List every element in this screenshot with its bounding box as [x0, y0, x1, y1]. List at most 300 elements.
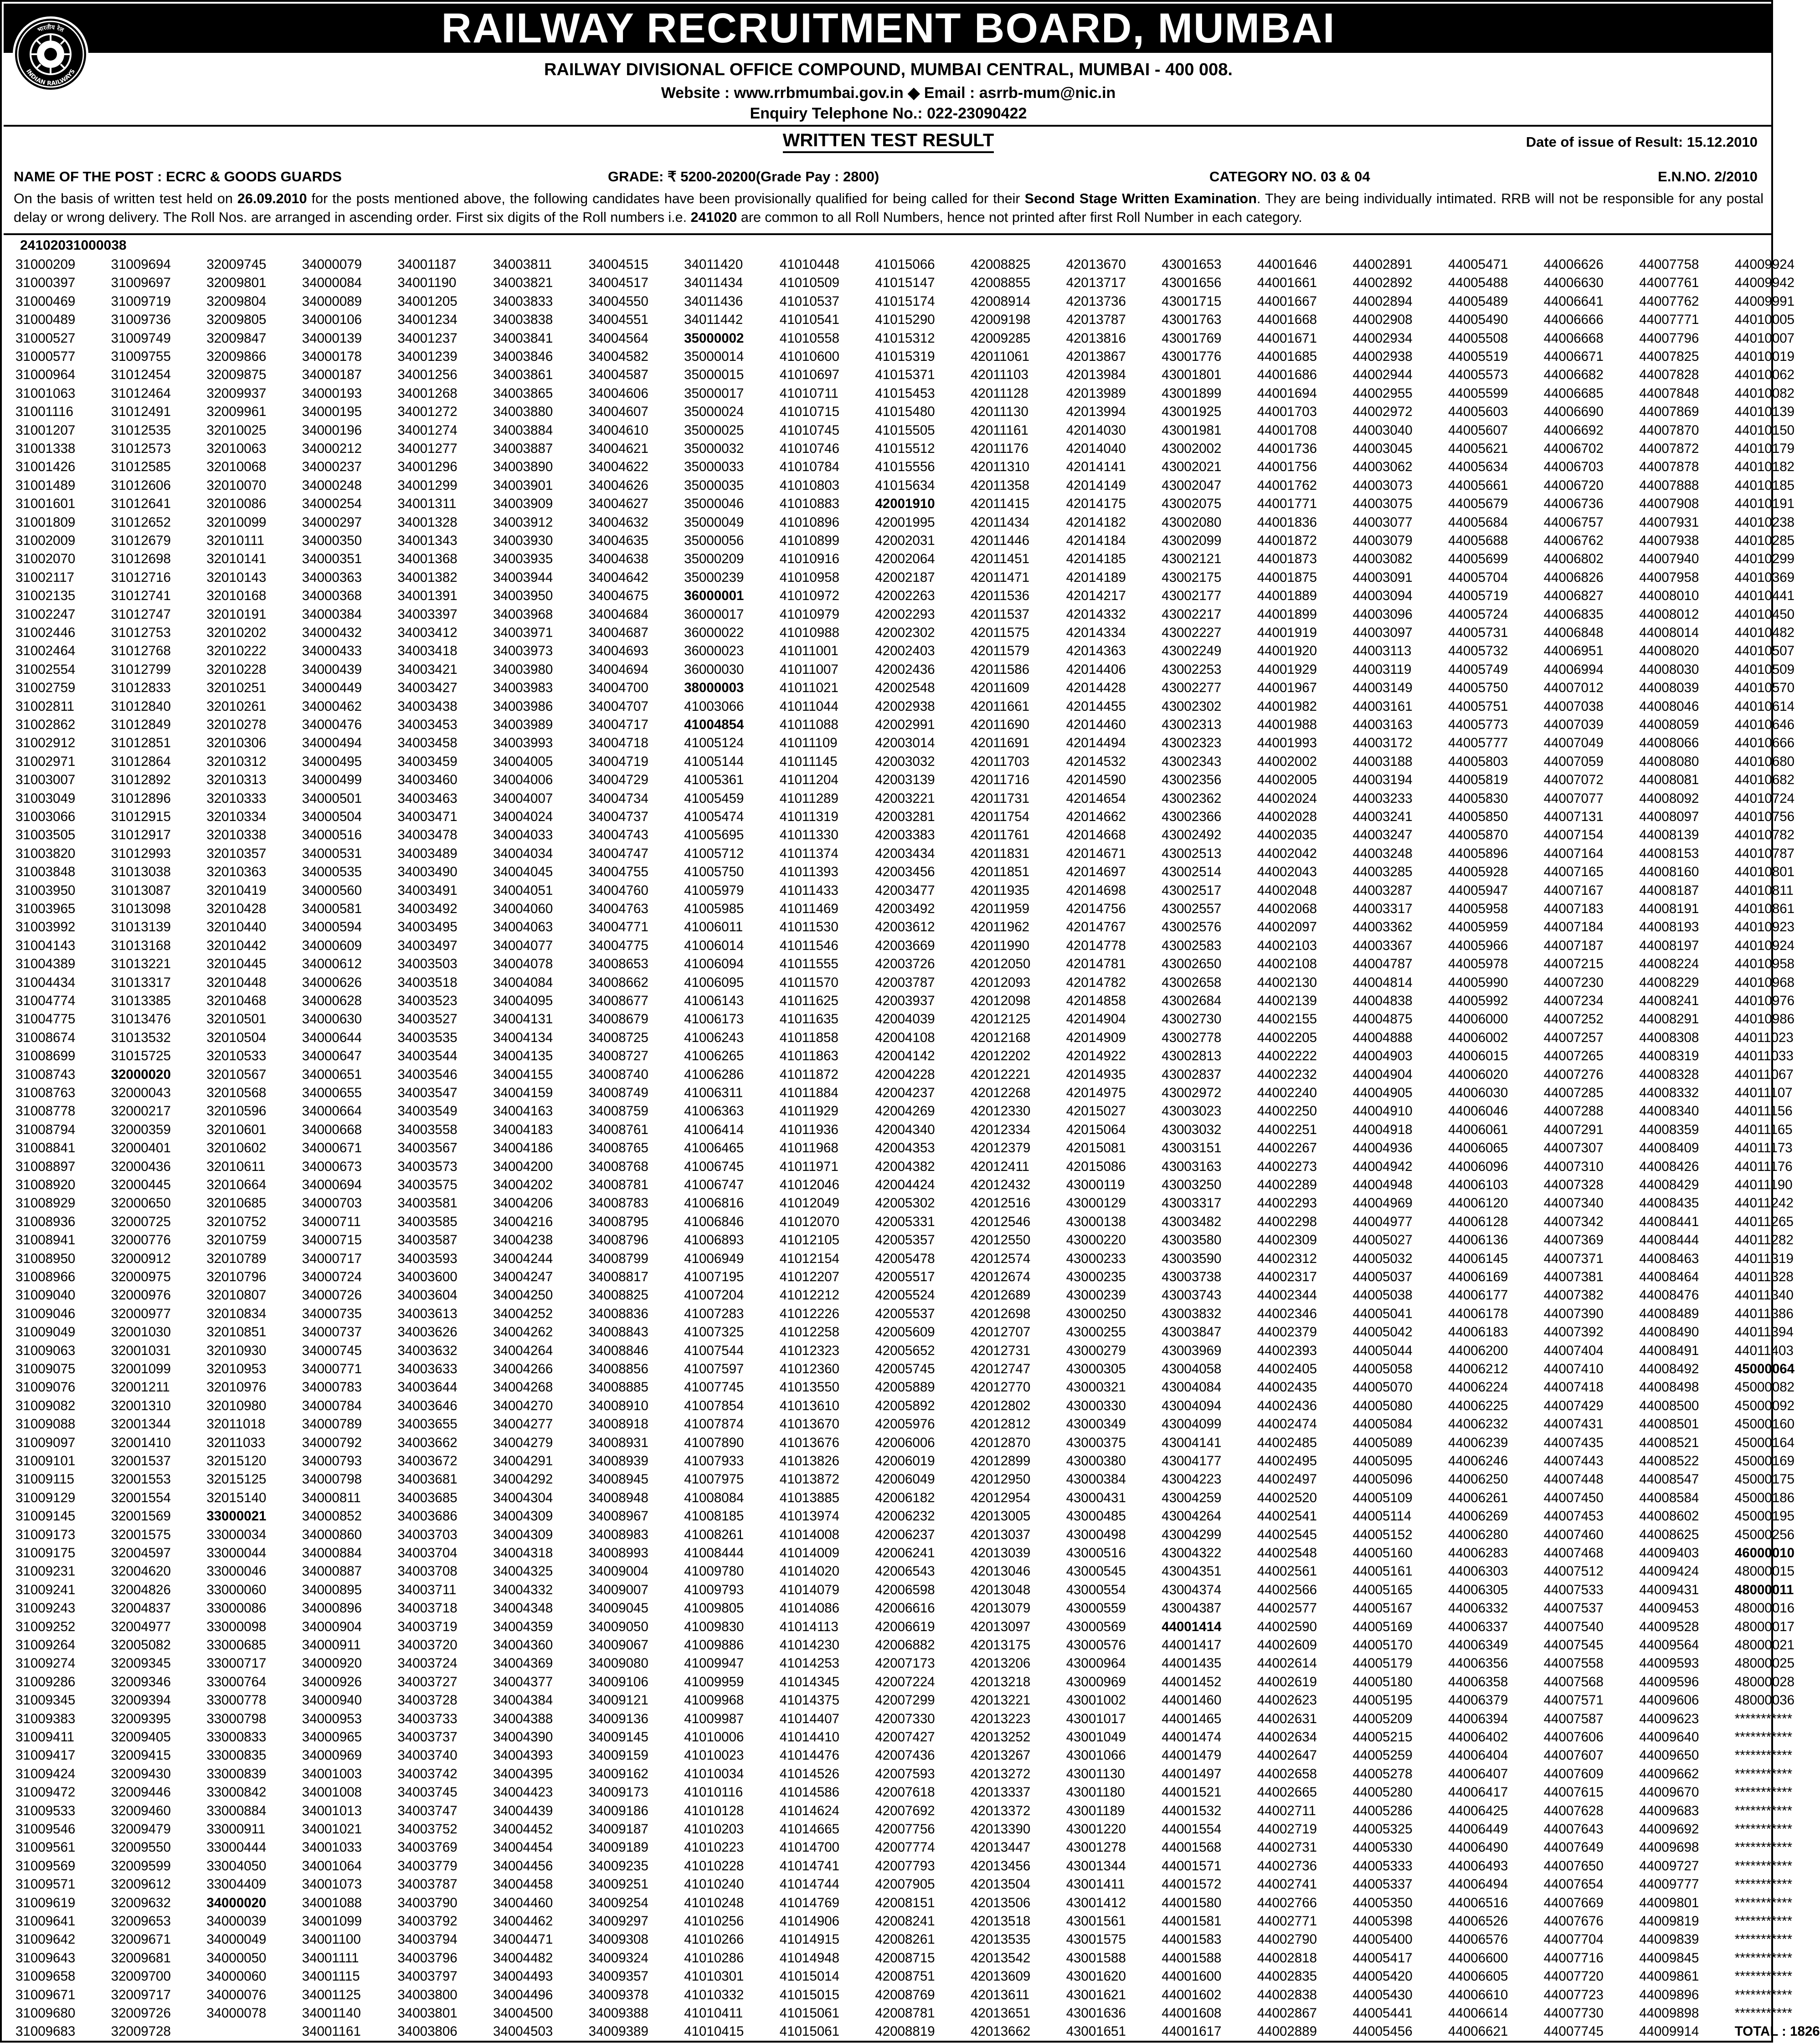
roll-number: 32010442 [206, 938, 267, 953]
roll-number: 43001715 [1162, 293, 1222, 309]
roll-number: 42005537 [875, 1306, 935, 1321]
roll-number: 34003865 [493, 385, 553, 401]
roll-number: 42014781 [1066, 956, 1126, 972]
roll-number: 33000717 [206, 1656, 267, 1671]
roll-number: 43001588 [1066, 1950, 1126, 1966]
roll-number: 31009383 [15, 1711, 76, 1726]
roll-number: 41006893 [684, 1232, 744, 1248]
roll-number: 31013532 [111, 1030, 171, 1045]
roll-number: 44006177 [1448, 1288, 1508, 1303]
roll-number: 44008066 [1639, 735, 1699, 751]
roll-number: 44001668 [1257, 312, 1317, 328]
roll-number: 44002634 [1257, 1730, 1317, 1745]
roll-number: 44006526 [1448, 1914, 1508, 1929]
roll-number: 41011530 [779, 919, 838, 935]
roll-number: 34003438 [397, 698, 458, 714]
roll-number: 34004684 [588, 606, 648, 622]
roll-number: 42012411 [971, 1159, 1030, 1174]
roll-number: 44009593 [1639, 1656, 1699, 1671]
roll-number: 31009088 [15, 1417, 76, 1432]
roll-number: 44006848 [1543, 625, 1604, 640]
roll-number: 44003188 [1352, 754, 1413, 769]
roll-number: 34003973 [493, 643, 553, 659]
roll-number: 31009472 [15, 1785, 76, 1800]
roll-number: 34000793 [302, 1453, 362, 1468]
roll-number: 31009345 [15, 1693, 76, 1708]
roll-number: 41006745 [684, 1159, 744, 1174]
roll-number: 41011863 [779, 1048, 838, 1064]
exam-stage: Second Stage Written Examination [1024, 191, 1257, 206]
roll-number: 31000209 [15, 257, 76, 272]
roll-number: 44001771 [1257, 496, 1317, 512]
roll-number: 34009050 [588, 1619, 648, 1634]
roll-number: 34004500 [493, 2006, 553, 2021]
roll-number: 42002938 [875, 698, 935, 714]
roll-number: 35000032 [684, 441, 744, 456]
roll-number: 44005688 [1448, 533, 1508, 548]
roll-number: 43002021 [1162, 459, 1222, 475]
roll-number: 44007762 [1639, 293, 1699, 309]
roll-number: 42008769 [875, 1987, 935, 2002]
roll-number: 34000351 [302, 551, 362, 567]
roll-number: 44006682 [1543, 367, 1604, 383]
roll-number: 34009187 [588, 1822, 648, 1837]
roll-number: 34003841 [493, 330, 553, 346]
roll-number: 42007299 [875, 1693, 935, 1708]
roll-number: 33000798 [206, 1711, 267, 1726]
roll-number: 44005044 [1352, 1343, 1413, 1358]
roll-number: 34000771 [302, 1361, 362, 1376]
roll-number: 41014407 [779, 1711, 840, 1726]
roll-number: 34004493 [493, 1969, 553, 1984]
roll-number: 41014906 [779, 1914, 840, 1929]
roll-number: 42013816 [1066, 330, 1126, 346]
roll-number: 34004005 [493, 754, 553, 769]
roll-number: 42013787 [1066, 312, 1126, 328]
roll-number: 42014909 [1066, 1030, 1126, 1045]
roll-number: 44005330 [1352, 1840, 1413, 1855]
roll-number: 42004142 [875, 1048, 935, 1064]
roll-number: 34001003 [302, 1766, 362, 1781]
roll-number: 42003669 [875, 938, 935, 953]
roll-number: 41012226 [779, 1306, 840, 1321]
roll-number: 43002576 [1162, 919, 1222, 935]
roll-number: 44007828 [1639, 367, 1699, 383]
roll-number: 34004638 [588, 551, 648, 567]
roll-number: 43001220 [1066, 1822, 1126, 1837]
roll-number: 31012454 [111, 367, 171, 383]
roll-number: 43001561 [1066, 1914, 1126, 1929]
roll-number: 41004854 [684, 717, 744, 732]
roll-number: 44002658 [1257, 1766, 1317, 1781]
roll-number: 44011282 [1734, 1232, 1794, 1248]
roll-number: 44001479 [1162, 1748, 1222, 1763]
roll-number: 34004159 [493, 1085, 553, 1100]
roll-number: 32000359 [111, 1122, 171, 1137]
roll-number: 31002135 [15, 588, 76, 604]
roll-number: 32010068 [206, 459, 267, 475]
roll-number: 44001762 [1257, 477, 1317, 493]
roll-number: 34009308 [588, 1932, 648, 1947]
roll-number: 34003478 [397, 827, 458, 843]
roll-number: 44004977 [1352, 1214, 1413, 1229]
roll-number: 43000233 [1066, 1251, 1126, 1266]
roll-number: 34003790 [397, 1895, 458, 1910]
roll-number: 41005361 [684, 772, 744, 788]
roll-number: 35000035 [684, 477, 744, 493]
roll-number: 31012851 [111, 735, 171, 751]
roll-number: 42012050 [971, 956, 1031, 972]
roll-number: 44006685 [1543, 385, 1604, 401]
roll-number: 32010312 [206, 754, 267, 769]
roll-number: 31009231 [15, 1564, 76, 1579]
roll-number: 34000651 [302, 1067, 362, 1082]
roll-number: 41014230 [779, 1637, 840, 1653]
roll-number: 34000953 [302, 1711, 362, 1726]
roll-number: 41012046 [779, 1177, 840, 1192]
roll-number: 48000017 [1734, 1619, 1795, 1634]
roll-number: 31012698 [111, 551, 171, 567]
roll-number: 34003944 [493, 570, 553, 585]
roll-number: 43003832 [1162, 1306, 1222, 1321]
roll-number: 31012915 [111, 809, 171, 824]
roll-number: 42013736 [1066, 293, 1126, 309]
roll-number: 44005209 [1352, 1711, 1413, 1726]
roll-number: 44007392 [1543, 1324, 1604, 1340]
roll-number: 41014345 [779, 1674, 840, 1689]
roll-number: 41010128 [684, 1803, 744, 1818]
roll-number: 34001256 [397, 367, 458, 383]
roll-number: 44007870 [1639, 422, 1699, 438]
roll-number: 44005966 [1448, 938, 1508, 953]
employment-notice-number: E.N.NO. 2/2010 [1658, 169, 1758, 185]
roll-number: 32010168 [206, 588, 267, 604]
roll-number: 34004309 [493, 1509, 553, 1524]
roll-number: 44007704 [1543, 1932, 1604, 1947]
roll-number: 44004814 [1352, 975, 1413, 990]
roll-number: 34000196 [302, 422, 362, 438]
roll-number: 44007540 [1543, 1619, 1604, 1634]
roll-number: 32000725 [111, 1214, 171, 1229]
roll-number: 44005165 [1352, 1582, 1413, 1597]
roll-number: 34004360 [493, 1637, 553, 1653]
roll-number: 33000046 [206, 1564, 267, 1579]
roll-number: 42004353 [875, 1140, 935, 1156]
roll-number: 31002446 [15, 625, 76, 640]
roll-number: 34003752 [397, 1822, 458, 1837]
roll-number: 44010787 [1734, 846, 1795, 861]
roll-number: 31009115 [15, 1472, 75, 1487]
roll-number: 41011625 [779, 993, 838, 1008]
roll-number: 41011546 [779, 938, 838, 953]
roll-number: 34000433 [302, 643, 362, 659]
roll-number: 34003727 [397, 1674, 458, 1689]
roll-number: 42013175 [971, 1637, 1031, 1653]
roll-number: 44003119 [1352, 662, 1412, 677]
roll-number: 42013717 [1066, 275, 1126, 291]
roll-number: 44005750 [1448, 680, 1508, 696]
roll-number: 41010240 [684, 1877, 744, 1892]
roll-number: 32010448 [206, 975, 267, 990]
roll-number: 44001982 [1257, 698, 1317, 714]
roll-number: 31004434 [15, 975, 76, 990]
roll-number: 48000025 [1734, 1656, 1795, 1671]
roll-number: 41011145 [779, 754, 838, 769]
roll-number: 44009670 [1639, 1785, 1699, 1800]
roll-number: 42002302 [875, 625, 935, 640]
roll-number: 44006449 [1448, 1822, 1508, 1837]
roll-number: 42002263 [875, 588, 935, 604]
roll-number: 42011176 [971, 441, 1028, 456]
roll-number: 44007183 [1543, 901, 1604, 916]
roll-number: 34009378 [588, 1987, 648, 2002]
roll-number: 44006145 [1448, 1251, 1508, 1266]
roll-number: 34001311 [397, 496, 457, 512]
roll-number: 42014040 [1066, 441, 1126, 456]
roll-number: 41007325 [684, 1324, 744, 1340]
roll-number: 43000576 [1066, 1637, 1126, 1653]
roll-number: 34003427 [397, 680, 458, 696]
roll-number: 42002436 [875, 662, 935, 677]
roll-number: 34003935 [493, 551, 553, 567]
roll-number: 44002379 [1257, 1324, 1317, 1340]
roll-number: 34000737 [302, 1324, 362, 1340]
roll-number: TOTAL : 1826 [1734, 2024, 1820, 2039]
roll-number: 34000926 [302, 1674, 362, 1689]
roll-number: 41011001 [779, 643, 838, 659]
roll-number: 44009942 [1734, 275, 1795, 291]
roll-number: 34003549 [397, 1104, 458, 1119]
roll-number: 44001646 [1257, 257, 1317, 272]
intro-part-4: are common to all Roll Numbers, hence not printed after first Roll Number in each category. [737, 210, 1302, 225]
roll-number: 42011128 [971, 385, 1028, 401]
roll-number: 42014428 [1066, 680, 1126, 696]
roll-number: 34009297 [588, 1914, 648, 1929]
roll-number: 44006002 [1448, 1030, 1508, 1045]
roll-number: 41013670 [779, 1417, 840, 1432]
roll-number: 44002497 [1257, 1472, 1317, 1487]
roll-number: 32015120 [206, 1453, 267, 1468]
roll-number: 42013037 [971, 1527, 1031, 1542]
roll-number: 31008920 [15, 1177, 76, 1192]
roll-number: 34003711 [397, 1582, 457, 1597]
roll-number: 44007012 [1543, 680, 1604, 696]
roll-number: 34004270 [493, 1398, 553, 1413]
roll-number: 41015312 [875, 330, 935, 346]
roll-number: 44004918 [1352, 1122, 1413, 1137]
roll-number: 41011968 [779, 1140, 838, 1156]
roll-number: 44006169 [1448, 1269, 1508, 1284]
roll-number: 32010796 [206, 1269, 267, 1284]
roll-number: 41015371 [875, 367, 935, 383]
roll-number: 36000022 [684, 625, 744, 640]
roll-number: 44010482 [1734, 625, 1795, 640]
roll-number: *********** [1734, 1858, 1793, 1874]
roll-number: 42005892 [875, 1398, 935, 1413]
roll-number: 44011176 [1734, 1159, 1793, 1174]
roll-number: 41010558 [779, 330, 840, 346]
roll-number: 34008945 [588, 1472, 648, 1487]
roll-number: 34001391 [397, 588, 458, 604]
roll-number: 41006014 [684, 938, 744, 953]
roll-number: 42014698 [1066, 883, 1126, 898]
roll-number: 34003787 [397, 1877, 458, 1892]
roll-number: 44002766 [1257, 1895, 1317, 1910]
roll-number: 44002436 [1257, 1398, 1317, 1413]
roll-number: 44006224 [1448, 1380, 1508, 1395]
roll-number: 44009431 [1639, 1582, 1699, 1597]
roll-number: 44005573 [1448, 367, 1508, 383]
roll-number: 44008547 [1639, 1472, 1699, 1487]
roll-number: 41006173 [684, 1011, 744, 1027]
roll-number: 42014654 [1066, 791, 1126, 806]
roll-number: 42006237 [875, 1527, 935, 1542]
roll-number: 44006246 [1448, 1453, 1508, 1468]
roll-number: 44006280 [1448, 1527, 1508, 1542]
roll-number: 42007774 [875, 1840, 935, 1855]
roll-number: 44005160 [1352, 1545, 1413, 1560]
roll-number: 34000852 [302, 1509, 362, 1524]
roll-number: 44007435 [1543, 1435, 1604, 1450]
roll-number: 31009658 [15, 1969, 76, 1984]
roll-number: 32010025 [206, 422, 267, 438]
roll-number: 44005699 [1448, 551, 1508, 567]
roll-number: 44009698 [1639, 1840, 1699, 1855]
roll-number: 44007369 [1543, 1232, 1604, 1248]
roll-number: 34004279 [493, 1435, 553, 1450]
roll-number: 44010968 [1734, 975, 1795, 990]
roll-number: 44004942 [1352, 1159, 1413, 1174]
roll-number: 43002492 [1162, 827, 1222, 843]
roll-number: 44005749 [1448, 662, 1508, 677]
roll-number: 34003909 [493, 496, 553, 512]
roll-number: 31009424 [15, 1766, 76, 1781]
roll-number: 34000178 [302, 349, 362, 364]
roll-number: 43003317 [1162, 1196, 1222, 1211]
roll-number: 34003833 [493, 293, 553, 309]
roll-number: 42004039 [875, 1011, 935, 1027]
roll-number: 42013218 [971, 1674, 1031, 1689]
roll-number: 33000835 [206, 1748, 267, 1763]
roll-number: 31013168 [111, 938, 171, 953]
roll-number: 31002247 [15, 606, 76, 622]
roll-number: 44007512 [1543, 1564, 1604, 1579]
roll-number: 32001099 [111, 1361, 171, 1376]
roll-number: 44002068 [1257, 901, 1317, 916]
roll-number: 44002835 [1257, 1969, 1317, 1984]
roll-number: 44010179 [1734, 441, 1795, 456]
roll-number: 34009388 [588, 2006, 648, 2021]
roll-number: 44006000 [1448, 1011, 1508, 1027]
roll-number: 44001602 [1162, 1987, 1222, 2002]
roll-number: 44005259 [1352, 1748, 1413, 1763]
roll-number: 44002344 [1257, 1288, 1317, 1303]
roll-number: 32009430 [111, 1766, 171, 1781]
roll-number: 34004395 [493, 1766, 553, 1781]
roll-number: 31012679 [111, 533, 171, 548]
roll-number: 42011761 [971, 827, 1030, 843]
roll-number: 43000330 [1066, 1398, 1126, 1413]
website-email: Website : www.rrbmumbai.gov.in ◆ Email : asrrb-mum@nic.in [661, 84, 1116, 102]
roll-number: 45000169 [1734, 1453, 1795, 1468]
roll-number: 34004423 [493, 1785, 553, 1800]
roll-number: 34008677 [588, 993, 648, 1008]
roll-number: 44005471 [1448, 257, 1508, 272]
roll-number: 41011555 [779, 956, 838, 972]
roll-number: 44006702 [1543, 441, 1604, 456]
roll-number: 42013611 [971, 1987, 1030, 2002]
roll-number: 44002590 [1257, 1619, 1317, 1634]
roll-number: 32009446 [111, 1785, 171, 1800]
roll-number: 42005889 [875, 1380, 935, 1395]
roll-number: 44006332 [1448, 1601, 1508, 1616]
roll-number: 43003482 [1162, 1214, 1222, 1229]
roll-number: 44010369 [1734, 570, 1795, 585]
roll-number: 34004582 [588, 349, 648, 364]
roll-number: 34003575 [397, 1177, 458, 1192]
roll-number: 45000092 [1734, 1398, 1795, 1413]
roll-number: 42011579 [971, 643, 1030, 659]
roll-number: 44005992 [1448, 993, 1508, 1008]
roll-number: 43000129 [1066, 1196, 1126, 1211]
roll-number: 44011173 [1734, 1140, 1793, 1156]
roll-number: 32004837 [111, 1601, 171, 1616]
roll-number: 34004775 [588, 938, 648, 953]
roll-number: 44001581 [1162, 1914, 1222, 1929]
roll-number: 44006283 [1448, 1545, 1508, 1560]
roll-number: 31009075 [15, 1361, 76, 1376]
roll-number: 44007460 [1543, 1527, 1604, 1542]
roll-number: 34004077 [493, 938, 553, 953]
roll-number: 31009694 [111, 257, 171, 272]
roll-number: 42014767 [1066, 919, 1126, 935]
roll-number: 34008993 [588, 1545, 648, 1560]
roll-number: 42007436 [875, 1748, 935, 1763]
roll-number: 42013048 [971, 1582, 1031, 1597]
roll-number: 43002813 [1162, 1048, 1222, 1064]
roll-number: 43001278 [1066, 1840, 1126, 1855]
roll-number: 44011319 [1734, 1251, 1794, 1266]
roll-number: 44001875 [1257, 570, 1317, 585]
roll-number: 34008727 [588, 1048, 648, 1064]
roll-number: 35000025 [684, 422, 744, 438]
roll-number: 42014332 [1066, 606, 1126, 622]
roll-number: 42003787 [875, 975, 935, 990]
roll-number: 44007072 [1543, 772, 1604, 788]
roll-number: 44005850 [1448, 809, 1508, 824]
roll-number: 31009619 [15, 1895, 76, 1910]
roll-number: 31012747 [111, 606, 171, 622]
roll-number: 42005478 [875, 1251, 935, 1266]
roll-number: 43001656 [1162, 275, 1222, 291]
roll-number: 34004247 [493, 1269, 553, 1284]
roll-number: 44008584 [1639, 1490, 1699, 1505]
roll-number: 34004183 [493, 1122, 553, 1137]
roll-number: 33000833 [206, 1730, 267, 1745]
roll-number: 32001553 [111, 1472, 171, 1487]
roll-number: 31009175 [15, 1545, 76, 1560]
roll-number: 34008662 [588, 975, 648, 990]
roll-number: 31004774 [15, 993, 76, 1008]
roll-number: 32011033 [206, 1435, 266, 1450]
roll-number: 44010082 [1734, 385, 1795, 401]
roll-number: 44004888 [1352, 1030, 1413, 1045]
roll-number: 34001296 [397, 459, 458, 475]
roll-number: 42011731 [971, 791, 1030, 806]
roll-number: 34003769 [397, 1840, 458, 1855]
roll-number: 44002024 [1257, 791, 1317, 806]
roll-number: 34004622 [588, 459, 648, 475]
